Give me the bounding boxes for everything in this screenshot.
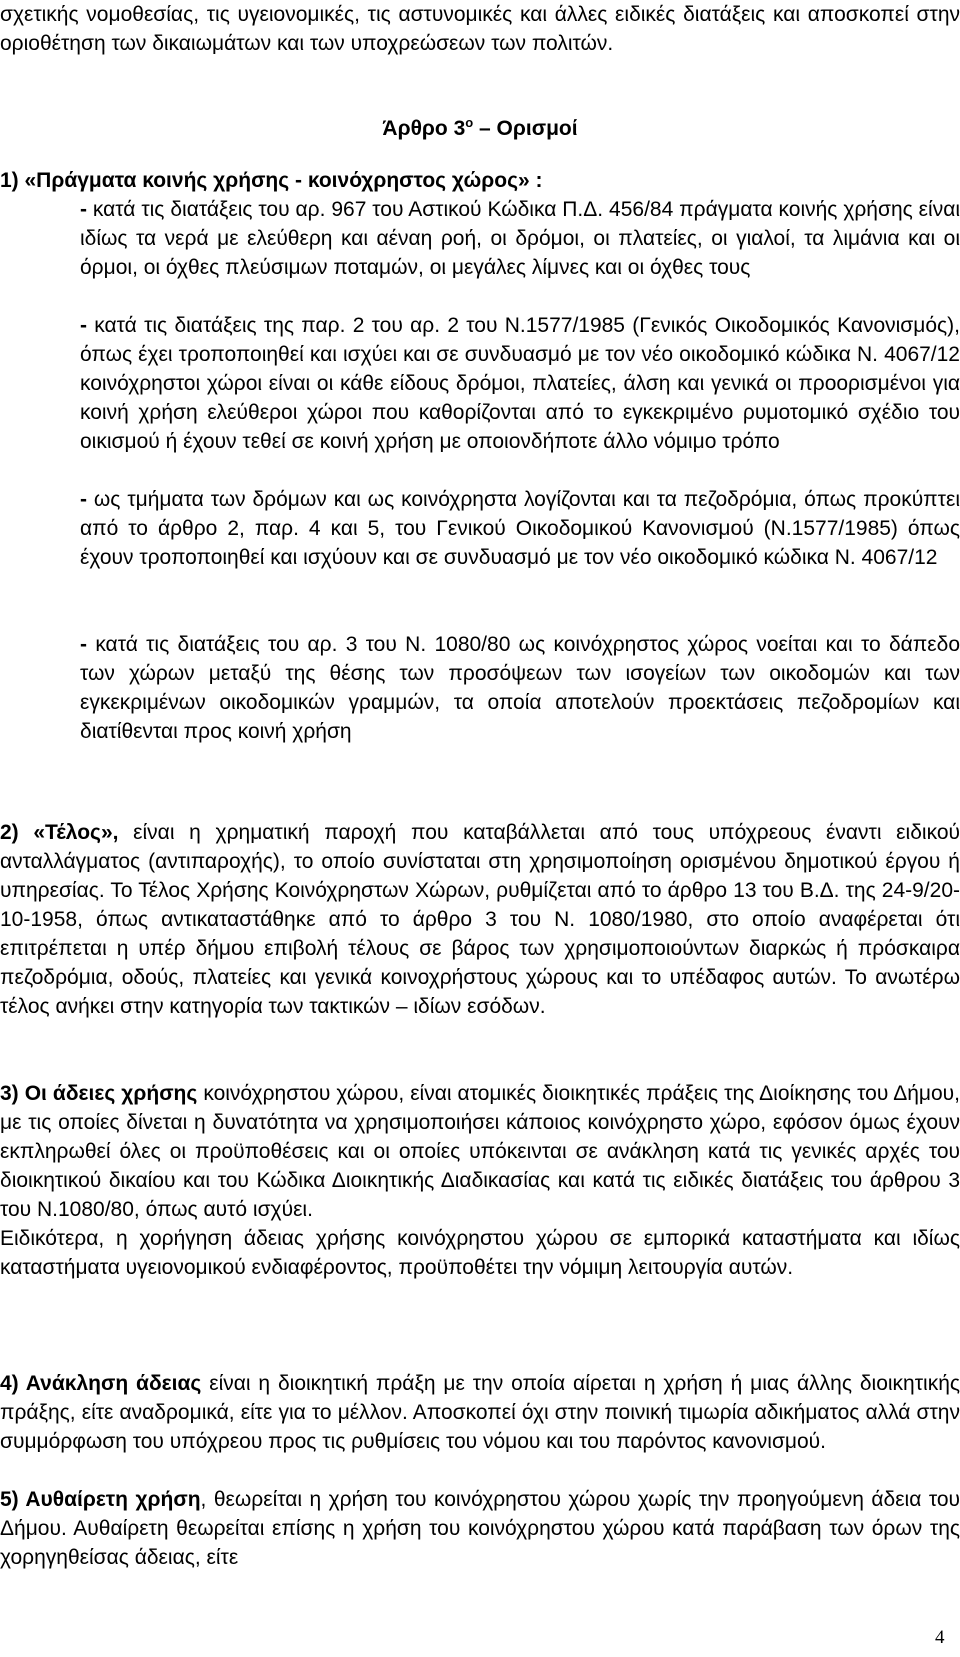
definition-1-item-d-text: κατά τις διατάξεις του αρ. 3 του Ν. 1080/80 ως κοινόχρηστος χώρος νοείται και το δάπεδο των χώρων μεταξύ της θέσης των προσόψεων των ισογείων των οικοδομών και των εγκεκριμένων οικοδομικών γραμμών, τα οποία αποτελούν προεκτάσεις πεζοδρομίων και διατίθενται προς κοινή χρήση xyxy=(80,633,960,743)
bullet-dash: - xyxy=(80,314,95,337)
definition-1-item-a-text: κατά τις διατάξεις του αρ. 967 του Αστικού Κώδικα Π.Δ. 456/84 πράγματα κοινής χρήσης είναι ιδίως τα νερά με ελεύθερη και αέναη ροή, οι δρόμοι, οι πλατείες, οι γιαλοί, τα λιμάνια και οι όρμοι, οι όχθες πλεύσιμων ποταμών, οι μεγάλες λίμνες και οι όχθες τους xyxy=(80,198,960,279)
definition-1-item-b-text: κατά τις διατάξεις της παρ. 2 του αρ. 2 του Ν.1577/1985 (Γενικός Οικοδομικός Κανονισμός), όπως έχει τροποποιηθεί και ισχύει και σε συνδυασμό με τον νέο οικοδομικό κώδικα Ν. 4067/12 κοινόχρηστοι χώροι είναι οι κάθε είδους δρόμοι, πλατείες, άλση και γενικά οι προορισμένοι για κοινή χρήση ελεύθεροι χώροι που καθορίζονται από το εγκεκριμένο ρυμοτομικό σχέδιο του οικισμού ή έχουν τεθεί σε κοινή χρήση με οποιονδήποτε άλλο νόμιμο τρόπο xyxy=(80,314,960,453)
definition-1-title: 1) «Πράγματα κοινής χρήσης - κοινόχρηστος χώρος» : xyxy=(0,169,543,192)
article-title: Άρθρο 3 xyxy=(382,117,466,140)
definition-1-item-b xyxy=(0,311,960,456)
intro-paragraph xyxy=(0,0,960,58)
definition-1-heading xyxy=(0,166,960,195)
bullet-dash: - xyxy=(80,633,96,656)
definition-5-title: 5) Αυθαίρετη χρήση xyxy=(0,1488,201,1511)
definition-1-item-a xyxy=(0,195,960,282)
article-subtitle: – Ορισμοί xyxy=(473,117,578,140)
definition-3-title: 3) Οι άδειες χρήσης xyxy=(0,1082,198,1105)
definition-2-title: 2) «Τέλος», xyxy=(0,821,119,844)
definition-1-item-d xyxy=(0,630,960,746)
definition-2 xyxy=(0,818,960,1021)
page-number: 4 xyxy=(935,1627,945,1648)
article-superscript: ο xyxy=(465,115,474,130)
definition-3 xyxy=(0,1079,960,1282)
definition-4-title: 4) Ανάκληση άδειας xyxy=(0,1372,202,1395)
definition-5-text: , θεωρείται η χρήση του κοινόχρηστου χώρου χωρίς την προηγούμενη άδεια του Δήμου. Αυθαίρετη θεωρείται επίσης η χρήση του κοινόχρηστου χώρου κατά παράβαση των όρων της χορηγηθείσας άδειας, είτε xyxy=(0,1488,960,1569)
definition-1-item-c xyxy=(0,485,960,572)
bullet-dash: - xyxy=(80,198,93,221)
definition-2-text: είναι η χρηματική παροχή που καταβάλλεται από τους υπόχρεους έναντι ειδικού ανταλλάγματος (αντιπαροχής), το οποίο συνίσταται στη χρησιμοποίηση ορισμένου δημοτικού έργου ή υπηρεσίας. Το Τέλος Χρήσης Κοινόχρηστων Χώρων, ρυθμίζεται από το άρθρο 13 του Β.Δ. της 24-9/20-10-1958, όπως αντικαταστάθηκε από το άρθρο 3 του Ν. 1080/1980, στο οποίο αναφέρεται ότι επιτρέπεται η υπέρ δήμου επιβολή τέλους σε βάρος των χρησιμοποιούντων διαρκώς ή πρόσκαιρα πεζοδρόμια, οδούς, πλατείες και γενικά κοινοχρήστους χώρους και το υπέδαφος αυτών. Το ανωτέρω τέλος ανήκει στην κατηγορία των τακτικών – ιδίων εσόδων. xyxy=(0,821,960,1018)
definition-4 xyxy=(0,1369,960,1456)
definition-3-extra: Ειδικότερα, η χορήγηση άδειας χρήσης κοινόχρηστου χώρου σε εμπορικά καταστήματα και ιδίως καταστήματα υγειονομικού ενδιαφέροντος, προϋποθέτει την νόμιμη λειτουργία αυτών. xyxy=(0,1227,960,1279)
article-heading xyxy=(0,114,960,143)
intro-text: σχετικής νομοθεσίας, τις υγειονομικές, τις αστυνομικές και άλλες ειδικές διατάξεις και αποσκοπεί στην οριοθέτηση των δικαιωμάτων και των υποχρεώσεων των πολιτών. xyxy=(0,3,960,55)
definition-4-text: είναι η διοικητική πράξη με την οποία αίρεται η χρήση ή μιας άλλης διοικητικής πράξης, είτε αναδρομικά, είτε για το μέλλον. Αποσκοπεί όχι στην ποινική τιμωρία αδικήματος αλλά στην συμμόρφωση του υπόχρεου προς τις ρυθμίσεις του νόμου και του παρόντος κανονισμού. xyxy=(0,1372,960,1453)
definition-5 xyxy=(0,1485,960,1572)
bullet-dash: - xyxy=(80,488,94,511)
definition-3-text: κοινόχρηστου χώρου, είναι ατομικές διοικητικές πράξεις της Διοίκησης του Δήμου, με τις οποίες δίνεται η δυνατότητα να χρησιμοποιήσει κάποιος κοινόχρηστο χώρο, εφόσον όμως έχουν εκπληρωθεί όλες οι προϋποθέσεις και οι οποίες υπόκεινται σε ανάκληση κατά τις γενικές αρχές του διοικητικού δικαίου και του Κώδικα Διοικητικής Διαδικασίας και κατά τις ειδικές διατάξεις του άρθρου 3 του Ν.1080/80, όπως αυτό ισχύει. xyxy=(0,1082,960,1221)
definition-1-item-c-text: ως τμήματα των δρόμων και ως κοινόχρηστα λογίζονται και τα πεζοδρόμια, όπως προκύπτει από το άρθρο 2, παρ. 4 και 5, του Γενικού Οικοδομικού Κανονισμού (Ν.1577/1985) όπως έχουν τροποποιηθεί και ισχύουν και σε συνδυασμό με τον νέο οικοδομικό κώδικα Ν. 4067/12 xyxy=(80,488,960,569)
